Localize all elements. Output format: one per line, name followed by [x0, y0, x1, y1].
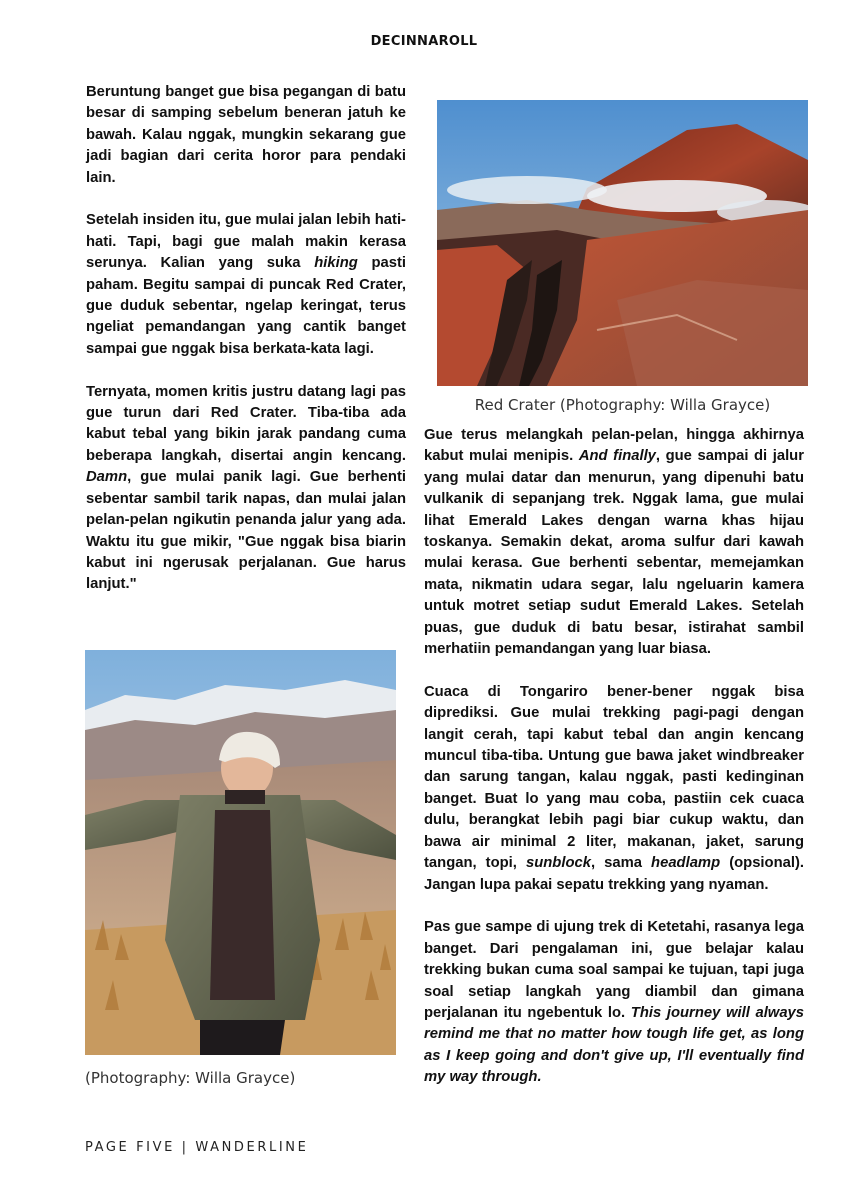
paragraph [424, 917, 804, 1088]
text-run: Ternyata, momen kritis justru datang lagi pas gue turun dari Red Crater. Tiba-tiba ada kabut tebal yang bikin jarak pandang cuma beberapa langkah, disertai angin kencang. [86, 383, 406, 464]
photo-caption-red-crater: Red Crater (Photography: Willa Grayce) [474, 396, 771, 414]
red-crater-illustration [437, 100, 808, 386]
photo-caption-hiker: (Photography: Willa Grayce) [85, 1069, 296, 1087]
emphasis: headlamp [651, 855, 721, 872]
paragraph: Beruntung banget gue bisa pegangan di batu besar di samping sebelum beneran jatuh ke bawah. Kalau nggak, mungkin sekarang gue jadi bagian dari cerita horor para pendaki lain. [86, 84, 406, 186]
text-run: Cuaca di Tongariro bener-bener nggak bisa diprediksi. Gue mulai trekking pagi-pagi dengan langit cerah, tapi kabut tebal dan angin kencang muncul tiba-tiba. Untung gue bawa jaket windbreaker dan sarung tangan, kalau nggak, pasti kedinginan banget. Buat lo yang mau coba, pastiin cek cuaca dulu, berangkat lebih pagi biar cukup waktu, dan bawa air minimal 2 liter, makanan, jaket, sarung tangan, topi, [424, 683, 804, 872]
hiker-photo [85, 650, 396, 1055]
text-run: , gue mulai panik lagi. Gue berhenti sebentar sambil tarik napas, dan mulai jalan pelan-pelan ngikutin penanda jalur yang ada. Waktu itu gue mikir, "Gue nggak bisa biarin kabut ini ngerusak perjalanan. Gue harus lanjut." [86, 469, 406, 593]
emphasis: This journey will always remind me that no matter how tough life get, as long as I keep going and don't give up, I'll eventually find my way through. [424, 1004, 805, 1086]
paragraph [86, 210, 406, 360]
emphasis: sunblock [525, 855, 591, 872]
text-run: Setelah insiden itu, gue mulai jalan lebih hati-hati. Tapi, bagi gue malah makin kerasa serunya. Kalian yang suka [86, 212, 406, 272]
paragraph [86, 382, 406, 596]
hiker-illustration [85, 650, 396, 1055]
red-crater-photo [437, 100, 808, 386]
text-run: , sama [590, 855, 652, 872]
page-footer: PAGE FIVE | WANDERLINE [85, 1140, 309, 1155]
paragraph [424, 682, 804, 896]
text-run: , gue sampai di jalur yang mulai datar dan menurun, yang dipenuhi batu vulkanik di sepanjang trek. Nggak lama, gue mulai lihat Emerald Lakes dengan warna khas hijau toskanya. Semakin dekat, aroma sulfur dari kawah mulai kerasa. Gue berhenti sebentar, memejamkan mata, nikmatin udara segar, lalu ngeluarin kamera untuk motret setiap sudut Emerald Lakes. Setelah puas, gue duduk di batu besar, istirahat sambil merhatiin pemandangan yang luar biasa. [424, 448, 804, 658]
text-run: pasti paham. Begitu sampai di puncak Red Crater, gue duduk sebentar, ngelap keringat, terus ngeliat pemandangan yang cantik banget sampai gue nggak bisa berkata-kata lagi. [86, 255, 406, 357]
left-column [86, 82, 406, 617]
paragraph [424, 425, 804, 660]
text-run: (opsional). Jangan lupa pakai sepatu trekking yang nyaman. [424, 855, 804, 893]
emphasis: And finally [578, 448, 656, 465]
emphasis: hiking [314, 255, 358, 272]
text-run: Pas gue sampe di ujung trek di Ketetahi, rasanya lega banget. Dari pengalaman ini, gue belajar kalau trekking bukan cuma soal sampai ke tujuan, tapi juga soal setiap langkah yang diambil dan gimana perjalanan itu ngebentuk lo. [424, 919, 804, 1021]
magazine-brand: DECINNAROLL [370, 34, 478, 49]
emphasis: Damn [86, 469, 128, 486]
text-run: Gue terus melangkah pelan-pelan, hingga akhirnya kabut mulai menipis. [424, 427, 804, 465]
right-column [424, 425, 804, 1110]
